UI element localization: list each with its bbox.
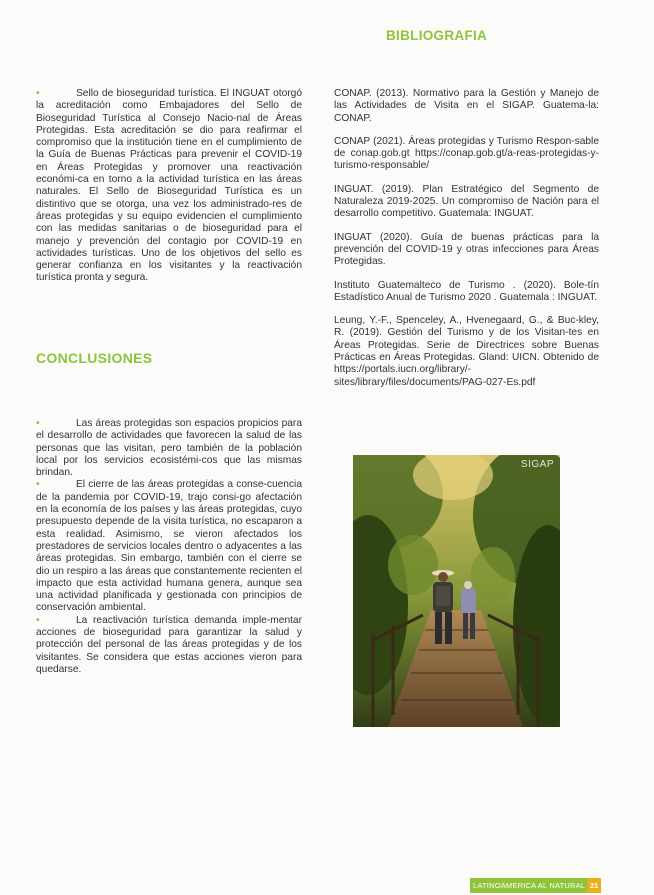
conclusions-heading: CONCLUSIONES [36,350,153,366]
conclusion-text: Las áreas protegidas son espacios propicios para el desarrollo de actividades que favorecen la salud de las personas que las visitan, pero también de la población local por los servicios ecosistémi-cos que las mismas brindan. [36,418,302,479]
conclusion-bullet: • [36,614,40,626]
reference-entry: INGUAT. (2019). Plan Estratégico del Segmento de Naturaleza 2019-2025. Un compromiso de Nación para el desarrollo competitivo. Guatemala: INGUAT. [334,183,599,220]
reference-entry: INGUAT (2020). Guía de buenas prácticas para la prevención del COVID-19 y otras infecciones para Áreas Protegidas. [334,231,599,268]
reference-entry: CONAP. (2013). Normativo para la Gestión y Manejo de las Actividades de Visita en el SIGAP. Guatema-la: CONAP. [334,88,599,124]
intro-paragraph [36,88,302,285]
conclusion-item [36,418,302,479]
conclusion-item [36,479,302,614]
bibliography-heading: BIBLIOGRAFIA [386,28,488,43]
conclusion-text: El cierre de las áreas protegidas a conse-cuencia de la pandemia por COVID-19, trajo consi-go afectación en la economía de los países y las áreas protegidas, cuyo presupuesto depende de la visita turística, no escaparon a esta realidad. Asimismo, se vieron afectados los prestadores de servicios locales dentro o adyacentes a las áreas protegidas. Sin embargo, también con el cierre se dio un respiro a las áreas que constantemente recienten el impacto que esta actividad humana genera, aunque sea una actividad planificada y gestionada con principios de conservación ambiental. [36,479,302,614]
conclusion-bullet: • [36,479,40,491]
page-number: 21 [587,878,601,893]
conclusion-item [36,615,302,676]
footer-publication: LATINOAMERICA AL NATURAL [473,881,586,890]
photo-watermark: SIGAP [520,459,554,470]
reference-entry: CONAP (2021). Áreas protegidas y Turismo Respon-sable de conap.gob.gt https://conap.gob.gt/a-reas-protegidas-y-turismo-responsable/ [334,135,599,172]
forest-trail-photo [353,455,560,727]
reference-entry: Instituto Guatemalteco de Turismo . (2020). Bole-tín Estadístico Anual de Turismo 2020 . Guatemala : INGUAT. [334,279,599,303]
reference-entry: Leung, Y.-F., Spenceley, A., Hvenegaard, G., & Buc-kley, R. (2019). Gestión del Turismo y de los Visitan-tes en Áreas Protegidas. Serie de Directrices sobre Buenas Prácticas en Áreas Protegidas. Gland: UICN. Obtenido de https://portals.iucn.org/library/-sites/library/files/documents/PAG-027-Es.pdf [334,315,599,388]
intro-text: Sello de bioseguridad turística. El INGUAT otorgó la acreditación como Embajadores del Sello de Bioseguridad Turística al Consejo Nacio-nal de Áreas Protegidas. Esta acreditación se dio para reafirmar el compromiso que la institución tiene en el cumplimiento de la Guía de Buenas Prácticas para prevenir el COVID-19 en Áreas Protegidas y promover una reactivación económi-ca en torno a la actividad turística en las áreas naturales. El Sello de Bioseguridad Turística es un distintivo que se otorga, una vez los administrado-res de áreas protegidas y su equipo evidencien el cumplimiento con las medidas sanitarias o de bioseguridad para el manejo y prevención del contagio por COVID-19 en actividades turísticas. Uno de los objetivos del sello es generar confianza en los visitantes y la reactivación turística pronta y segura. [36,88,302,284]
conclusion-text: La reactivación turística demanda imple-mentar acciones de bioseguridad para garantizar la salud y protección del personal de las áreas protegidas y de los visitantes. Se considera que estas acciones vieron para quedarse. [36,614,302,675]
photo-illustration [353,455,560,727]
conclusions-list [36,418,302,676]
footer-bar [470,878,601,893]
conclusion-bullet: • [36,418,40,429]
intro-bullet: • [36,88,40,99]
bibliography-list [334,88,599,400]
